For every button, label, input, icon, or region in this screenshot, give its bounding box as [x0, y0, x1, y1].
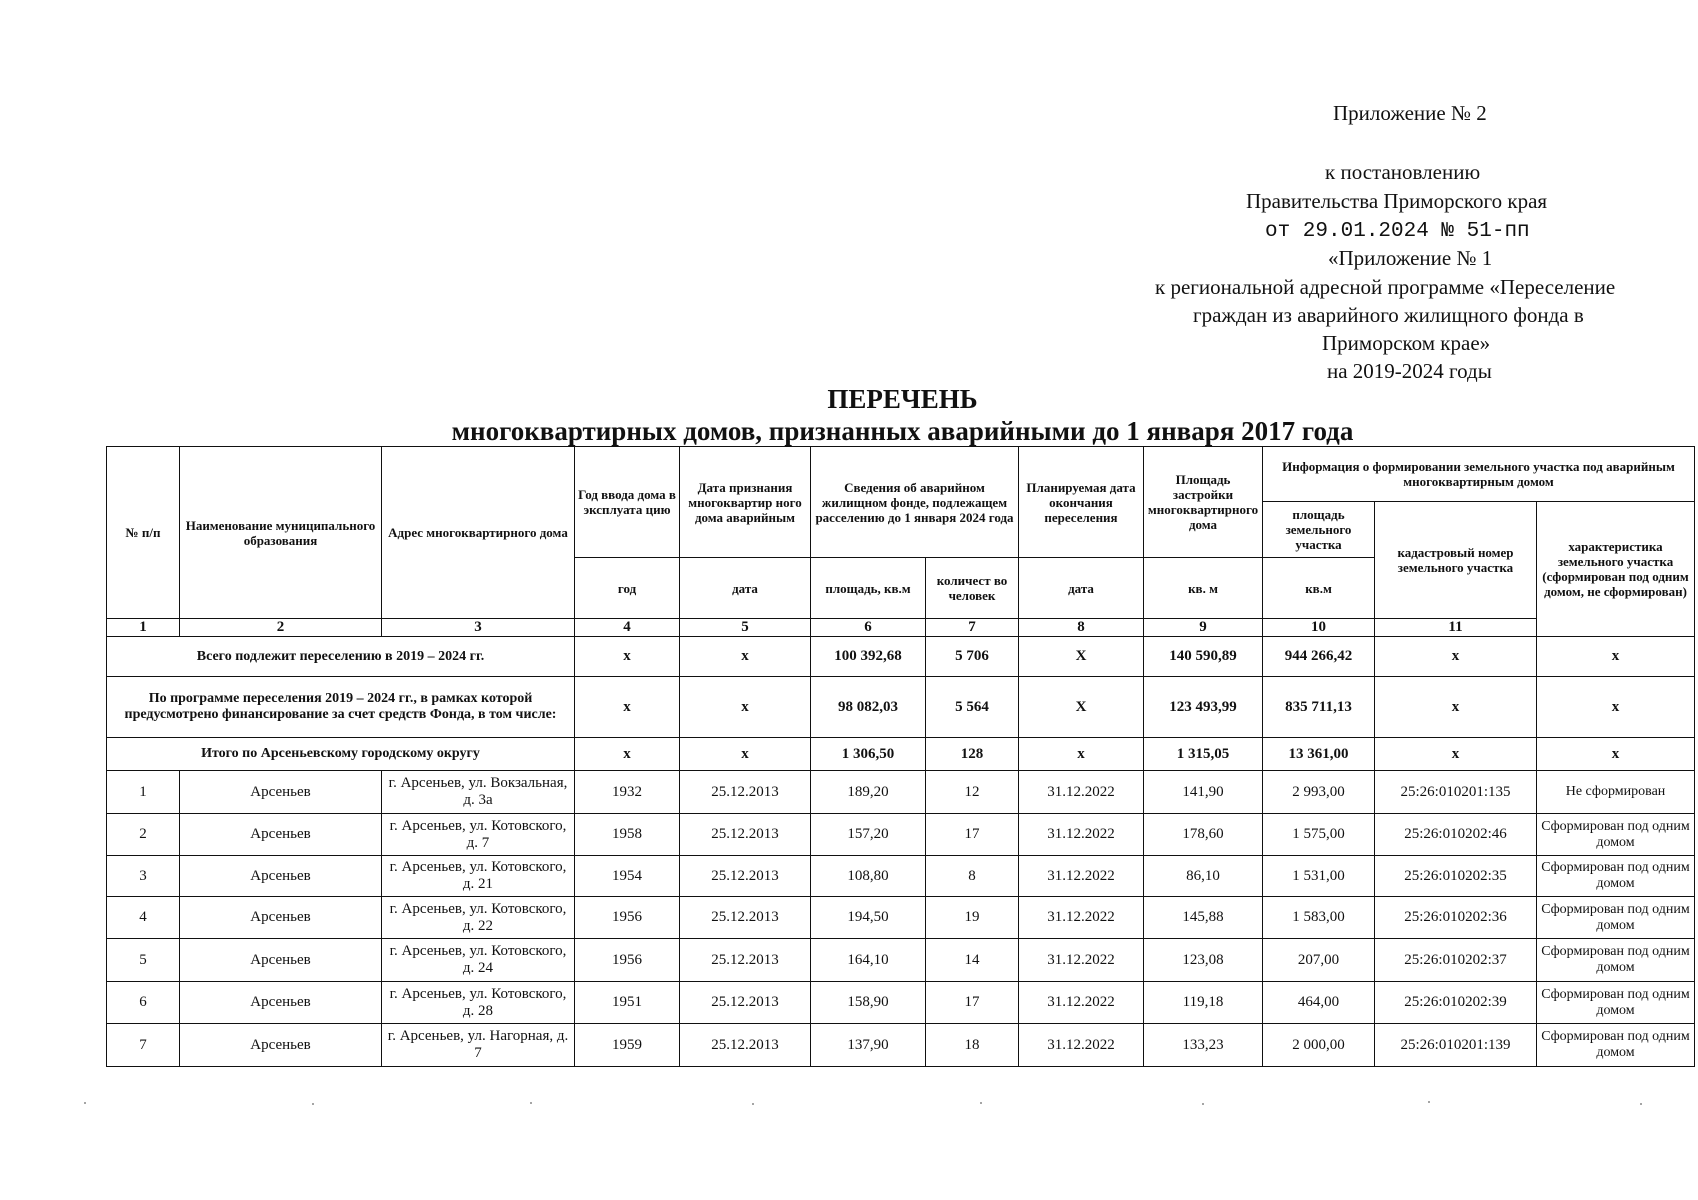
- col-header-municipality: Наименование муниципального образования: [180, 447, 382, 619]
- cell-address: г. Арсеньев, ул. Вокзальная, д. 3а: [382, 771, 575, 814]
- summary-cell: x: [1537, 637, 1695, 677]
- emergency-houses-table: [106, 446, 1695, 1067]
- summary-cell: X: [1019, 677, 1144, 738]
- cell-municipality: Арсеньев: [180, 771, 382, 814]
- cell-build-area: 123,08: [1144, 939, 1263, 982]
- summary-cell: x: [680, 738, 811, 771]
- cell-address: г. Арсеньев, ул. Котовского, д. 21: [382, 856, 575, 897]
- cell-municipality: Арсеньев: [180, 897, 382, 939]
- summary-cell: 100 392,68: [811, 637, 926, 677]
- summary-cell: 128: [926, 738, 1019, 771]
- cell-planned: 31.12.2022: [1019, 771, 1144, 814]
- program-line-2: граждан из аварийного жилищного фонда в: [1193, 303, 1584, 327]
- col-header-num: № п/п: [107, 447, 180, 619]
- col-header-land-area: площадь земельного участка: [1263, 502, 1375, 558]
- cell-build-area: 178,60: [1144, 814, 1263, 856]
- summary-cell: x: [1375, 738, 1537, 771]
- cell-municipality: Арсеньев: [180, 856, 382, 897]
- cell-area: 108,80: [811, 856, 926, 897]
- cell-num: 2: [107, 814, 180, 856]
- resolution-label: к постановлению: [1325, 160, 1481, 184]
- summary-row-arsenyev: [107, 738, 1695, 771]
- cell-date: 25.12.2013: [680, 1024, 811, 1067]
- summary-cell: 1 306,50: [811, 738, 926, 771]
- col-number: 10: [1263, 619, 1375, 637]
- cell-address: г. Арсеньев, ул. Котовского, д. 24: [382, 939, 575, 982]
- cell-land-area: 1 531,00: [1263, 856, 1375, 897]
- cell-date: 25.12.2013: [680, 939, 811, 982]
- col-header-building-area: Площадь застройки многоквартирного дома: [1144, 447, 1263, 558]
- cell-people: 8: [926, 856, 1019, 897]
- col-number: 1: [107, 619, 180, 637]
- col-number: 5: [680, 619, 811, 637]
- cell-municipality: Арсеньев: [180, 1024, 382, 1067]
- unit-date-planned: дата: [1019, 558, 1144, 619]
- cell-address: г. Арсеньев, ул. Котовского, д. 28: [382, 982, 575, 1024]
- summary-cell: 140 590,89: [1144, 637, 1263, 677]
- cell-land-char: Сформирован под одним домом: [1537, 1024, 1695, 1067]
- cell-planned: 31.12.2022: [1019, 982, 1144, 1024]
- summary-cell: x: [575, 677, 680, 738]
- cell-build-area: 133,23: [1144, 1024, 1263, 1067]
- table-row: [107, 897, 1695, 939]
- cell-cadastral: 25:26:010201:135: [1375, 771, 1537, 814]
- cell-build-area: 141,90: [1144, 771, 1263, 814]
- col-header-land-info: Информация о формировании земельного участка под аварийным многоквартирным домом: [1263, 447, 1695, 502]
- cell-build-area: 119,18: [1144, 982, 1263, 1024]
- cell-people: 14: [926, 939, 1019, 982]
- summary-row-program: [107, 677, 1695, 738]
- summary-cell: 944 266,42: [1263, 637, 1375, 677]
- cell-num: 7: [107, 1024, 180, 1067]
- cell-year: 1956: [575, 897, 680, 939]
- cell-num: 5: [107, 939, 180, 982]
- table-row: [107, 939, 1695, 982]
- appendix-label: Приложение № 2: [1333, 101, 1487, 125]
- cell-date: 25.12.2013: [680, 856, 811, 897]
- col-header-year-built: Год ввода дома в эксплуата цию: [575, 447, 680, 558]
- col-header-cadastral: кадастровый номер земельного участка: [1375, 502, 1537, 619]
- cell-cadastral: 25:26:010202:39: [1375, 982, 1537, 1024]
- col-number: 9: [1144, 619, 1263, 637]
- col-number: 6: [811, 619, 926, 637]
- cell-land-char: Сформирован под одним домом: [1537, 939, 1695, 982]
- program-years: на 2019-2024 годы: [1327, 359, 1492, 383]
- document-title: ПЕРЕЧЕНЬ: [827, 384, 978, 414]
- summary-cell: x: [575, 637, 680, 677]
- col-header-recognition-date: Дата признания многоквартир ного дома аварийным: [680, 447, 811, 558]
- cell-people: 17: [926, 814, 1019, 856]
- cell-cadastral: 25:26:010202:36: [1375, 897, 1537, 939]
- summary-cell: x: [1375, 637, 1537, 677]
- cell-cadastral: 25:26:010201:139: [1375, 1024, 1537, 1067]
- cell-area: 194,50: [811, 897, 926, 939]
- cell-municipality: Арсеньев: [180, 939, 382, 982]
- cell-year: 1954: [575, 856, 680, 897]
- cell-address: г. Арсеньев, ул. Котовского, д. 22: [382, 897, 575, 939]
- cell-municipality: Арсеньев: [180, 814, 382, 856]
- cell-date: 25.12.2013: [680, 814, 811, 856]
- cell-year: 1932: [575, 771, 680, 814]
- program-line-1: к региональной адресной программе «Переселение: [1155, 275, 1616, 299]
- cell-planned: 31.12.2022: [1019, 939, 1144, 982]
- cell-people: 19: [926, 897, 1019, 939]
- summary-cell: x: [680, 677, 811, 738]
- appendix1-label: «Приложение № 1: [1328, 246, 1493, 270]
- cell-planned: 31.12.2022: [1019, 856, 1144, 897]
- cell-land-char: Сформирован под одним домом: [1537, 897, 1695, 939]
- table-row: [107, 1024, 1695, 1067]
- unit-year: год: [575, 558, 680, 619]
- cell-date: 25.12.2013: [680, 897, 811, 939]
- col-header-planned-date: Планируемая дата окончания переселения: [1019, 447, 1144, 558]
- summary-cell: x: [1537, 677, 1695, 738]
- summary-cell: 13 361,00: [1263, 738, 1375, 771]
- cell-land-area: 1 575,00: [1263, 814, 1375, 856]
- unit-sqm: кв. м: [1144, 558, 1263, 619]
- cell-planned: 31.12.2022: [1019, 814, 1144, 856]
- cell-land-char: Не сформирован: [1537, 771, 1695, 814]
- cell-land-area: 207,00: [1263, 939, 1375, 982]
- unit-sqm-land: кв.м: [1263, 558, 1375, 619]
- cell-land-area: 464,00: [1263, 982, 1375, 1024]
- col-number: 2: [180, 619, 382, 637]
- cell-area: 189,20: [811, 771, 926, 814]
- unit-date: дата: [680, 558, 811, 619]
- cell-land-area: 1 583,00: [1263, 897, 1375, 939]
- resolution-date-number: от 29.01.2024 № 51-пп: [1265, 220, 1530, 243]
- cell-area: 164,10: [811, 939, 926, 982]
- cell-build-area: 145,88: [1144, 897, 1263, 939]
- cell-num: 4: [107, 897, 180, 939]
- cell-num: 6: [107, 982, 180, 1024]
- summary-cell: 123 493,99: [1144, 677, 1263, 738]
- table-row: [107, 982, 1695, 1024]
- cell-cadastral: 25:26:010202:46: [1375, 814, 1537, 856]
- cell-year: 1956: [575, 939, 680, 982]
- cell-address: г. Арсеньев, ул. Нагорная, д. 7: [382, 1024, 575, 1067]
- summary-label: По программе переселения 2019 – 2024 гг., в рамках которой предусмотрено финансирование за счет средств Фонда, в том числе:: [107, 677, 575, 738]
- cell-year: 1958: [575, 814, 680, 856]
- cell-land-area: 2 000,00: [1263, 1024, 1375, 1067]
- cell-people: 18: [926, 1024, 1019, 1067]
- summary-cell: x: [575, 738, 680, 771]
- table-row: [107, 771, 1695, 814]
- col-number: 11: [1375, 619, 1537, 637]
- summary-cell: 5 706: [926, 637, 1019, 677]
- cell-cadastral: 25:26:010202:37: [1375, 939, 1537, 982]
- cell-area: 158,90: [811, 982, 926, 1024]
- col-header-land-char: характеристика земельного участка (сформирован под одним домом, не сформирован): [1537, 502, 1695, 637]
- unit-area: площадь, кв.м: [811, 558, 926, 619]
- government-label: Правительства Приморского края: [1246, 189, 1548, 213]
- cell-build-area: 86,10: [1144, 856, 1263, 897]
- cell-land-char: Сформирован под одним домом: [1537, 982, 1695, 1024]
- cell-date: 25.12.2013: [680, 771, 811, 814]
- cell-land-char: Сформирован под одним домом: [1537, 814, 1695, 856]
- cell-land-area: 2 993,00: [1263, 771, 1375, 814]
- table-row: [107, 814, 1695, 856]
- cell-address: г. Арсеньев, ул. Котовского, д. 7: [382, 814, 575, 856]
- summary-cell: X: [1019, 637, 1144, 677]
- col-header-emergency-fund: Сведения об аварийном жилищном фонде, подлежащем расселению до 1 января 2024 года: [811, 447, 1019, 558]
- cell-year: 1951: [575, 982, 680, 1024]
- summary-cell: 1 315,05: [1144, 738, 1263, 771]
- table-row: [107, 856, 1695, 897]
- summary-cell: x: [680, 637, 811, 677]
- cell-people: 17: [926, 982, 1019, 1024]
- cell-land-char: Сформирован под одним домом: [1537, 856, 1695, 897]
- cell-planned: 31.12.2022: [1019, 897, 1144, 939]
- cell-cadastral: 25:26:010202:35: [1375, 856, 1537, 897]
- program-line-3: Приморском крае»: [1322, 331, 1491, 355]
- cell-area: 157,20: [811, 814, 926, 856]
- summary-cell: x: [1019, 738, 1144, 771]
- cell-municipality: Арсеньев: [180, 982, 382, 1024]
- col-number: 8: [1019, 619, 1144, 637]
- scan-artifacts: [0, 1100, 1698, 1120]
- col-number: 7: [926, 619, 1019, 637]
- summary-cell: x: [1537, 738, 1695, 771]
- summary-row-total: [107, 637, 1695, 677]
- col-header-address: Адрес многоквартирного дома: [382, 447, 575, 619]
- cell-planned: 31.12.2022: [1019, 1024, 1144, 1067]
- cell-num: 1: [107, 771, 180, 814]
- col-number: 4: [575, 619, 680, 637]
- cell-people: 12: [926, 771, 1019, 814]
- document-subtitle: многоквартирных домов, признанных аварийными до 1 января 2017 года: [451, 416, 1354, 446]
- summary-cell: x: [1375, 677, 1537, 738]
- col-number: 3: [382, 619, 575, 637]
- cell-area: 137,90: [811, 1024, 926, 1067]
- summary-cell: 98 082,03: [811, 677, 926, 738]
- cell-year: 1959: [575, 1024, 680, 1067]
- unit-people: количест во человек: [926, 558, 1019, 619]
- summary-label: Всего подлежит переселению в 2019 – 2024 гг.: [107, 637, 575, 677]
- summary-label: Итого по Арсеньевскому городскому округу: [107, 738, 575, 771]
- cell-num: 3: [107, 856, 180, 897]
- cell-date: 25.12.2013: [680, 982, 811, 1024]
- summary-cell: 5 564: [926, 677, 1019, 738]
- summary-cell: 835 711,13: [1263, 677, 1375, 738]
